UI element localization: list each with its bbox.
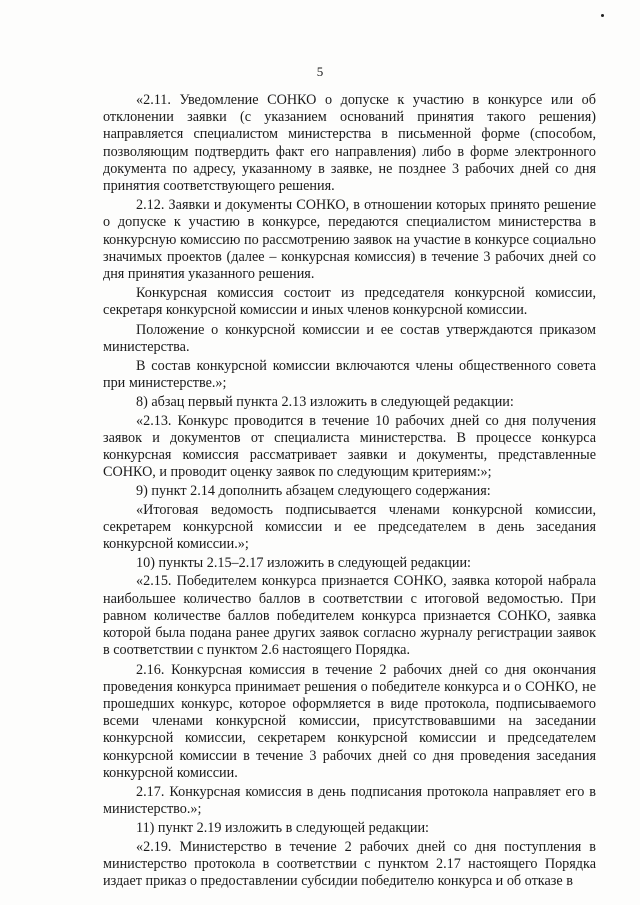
scan-speck — [601, 14, 604, 17]
paragraph-2-11: «2.11. Уведомление СОНКО о допуске к участию в конкурсе или об отклонении заявки (с указанием оснований принятия такого решения) направляется специалистом министерства в письменной форме (способом, позволяющим подтвердить факт его направления) либо в форме электронного документа по адресу, указанному в заявке, не позднее 3 рабочих дней со дня принятия соответствующего решения. — [103, 92, 596, 195]
paragraph-2-16: 2.16. Конкурсная комиссия в течение 2 рабочих дней со дня окончания проведения конкурса принимает решения о победителе конкурса и о СОНКО, не прошедших конкурс, которое оформляется в виде протокола, подписываемого всеми членами конкурсной комиссии, присутствовавшими на заседании конкурсной комиссии, секретарем конкурсной комиссии и председателем конкурсной комиссии в течение 3 рабочих дней со дня проведения заседания конкурсной комиссии. — [103, 661, 596, 781]
paragraph-2-15: «2.15. Победителем конкурса признается СОНКО, заявка которой набрала наибольшее количество баллов в соответствии с итоговой ведомостью. При равном количестве баллов победителем конкурса признается СОНКО, заявка которой была подана ранее других заявок согласно журналу регистрации заявок в соответствии с пунктом 2.6 настоящего Порядка. — [103, 573, 596, 659]
page-number: 5 — [316, 64, 324, 79]
amendment-item-9: 9) пункт 2.14 дополнить абзацем следующего содержания: — [136, 483, 491, 500]
paragraph-2-17: 2.17. Конкурсная комиссия в день подписания протокола направляет его в министерство.»; — [103, 783, 596, 818]
paragraph-public-council: В состав конкурсной комиссии включаются члены общественного совета при министерстве.»; — [103, 358, 596, 392]
amendment-item-11: 11) пункт 2.19 изложить в следующей редакции: — [136, 820, 430, 837]
paragraph-final-statement: «Итоговая ведомость подписывается членами конкурсной комиссии, секретарем конкурсной комиссии и ее председателем в день заседания конкурсной комиссии.»; — [103, 501, 596, 553]
paragraph-commission-regulation: Положение о конкурсной комиссии и ее состав утверждаются приказом министерства. — [103, 321, 596, 355]
amendment-item-8: 8) абзац первый пункта 2.13 изложить в следующей редакции: — [136, 394, 514, 411]
paragraph-commission-composition: Конкурсная комиссия состоит из председателя конкурсной комиссии, секретаря конкурсной комиссии и иных членов конкурсной комиссии. — [103, 285, 596, 319]
paragraph-2-19: «2.19. Министерство в течение 2 рабочих дней со дня поступления в министерство протокола в соответствии с пунктом 2.17 настоящего Порядка издает приказ о предоставлении субсидии победителю конкурса и об отказе в — [103, 838, 596, 889]
paragraph-2-12: 2.12. Заявки и документы СОНКО, в отношении которых принято решение о допуске к участию в конкурсе, передаются специалистом министерства в конкурсную комиссию по рассмотрению заявок на участие в конкурсе социально значимых проектов (далее – конкурсная комиссия) в течение 3 рабочих дней со дня принятия указанного решения. — [103, 197, 596, 283]
amendment-item-10: 10) пункты 2.15–2.17 изложить в следующей редакции: — [136, 555, 471, 572]
paragraph-2-13: «2.13. Конкурс проводится в течение 10 рабочих дней со дня получения заявок и документов от специалиста министерства. В процессе конкурса конкурсная комиссия рассматривает заявки и документы, представленные СОНКО, и проводит оценку заявок по следующим критериям:»; — [103, 412, 596, 481]
document-body — [103, 92, 596, 892]
